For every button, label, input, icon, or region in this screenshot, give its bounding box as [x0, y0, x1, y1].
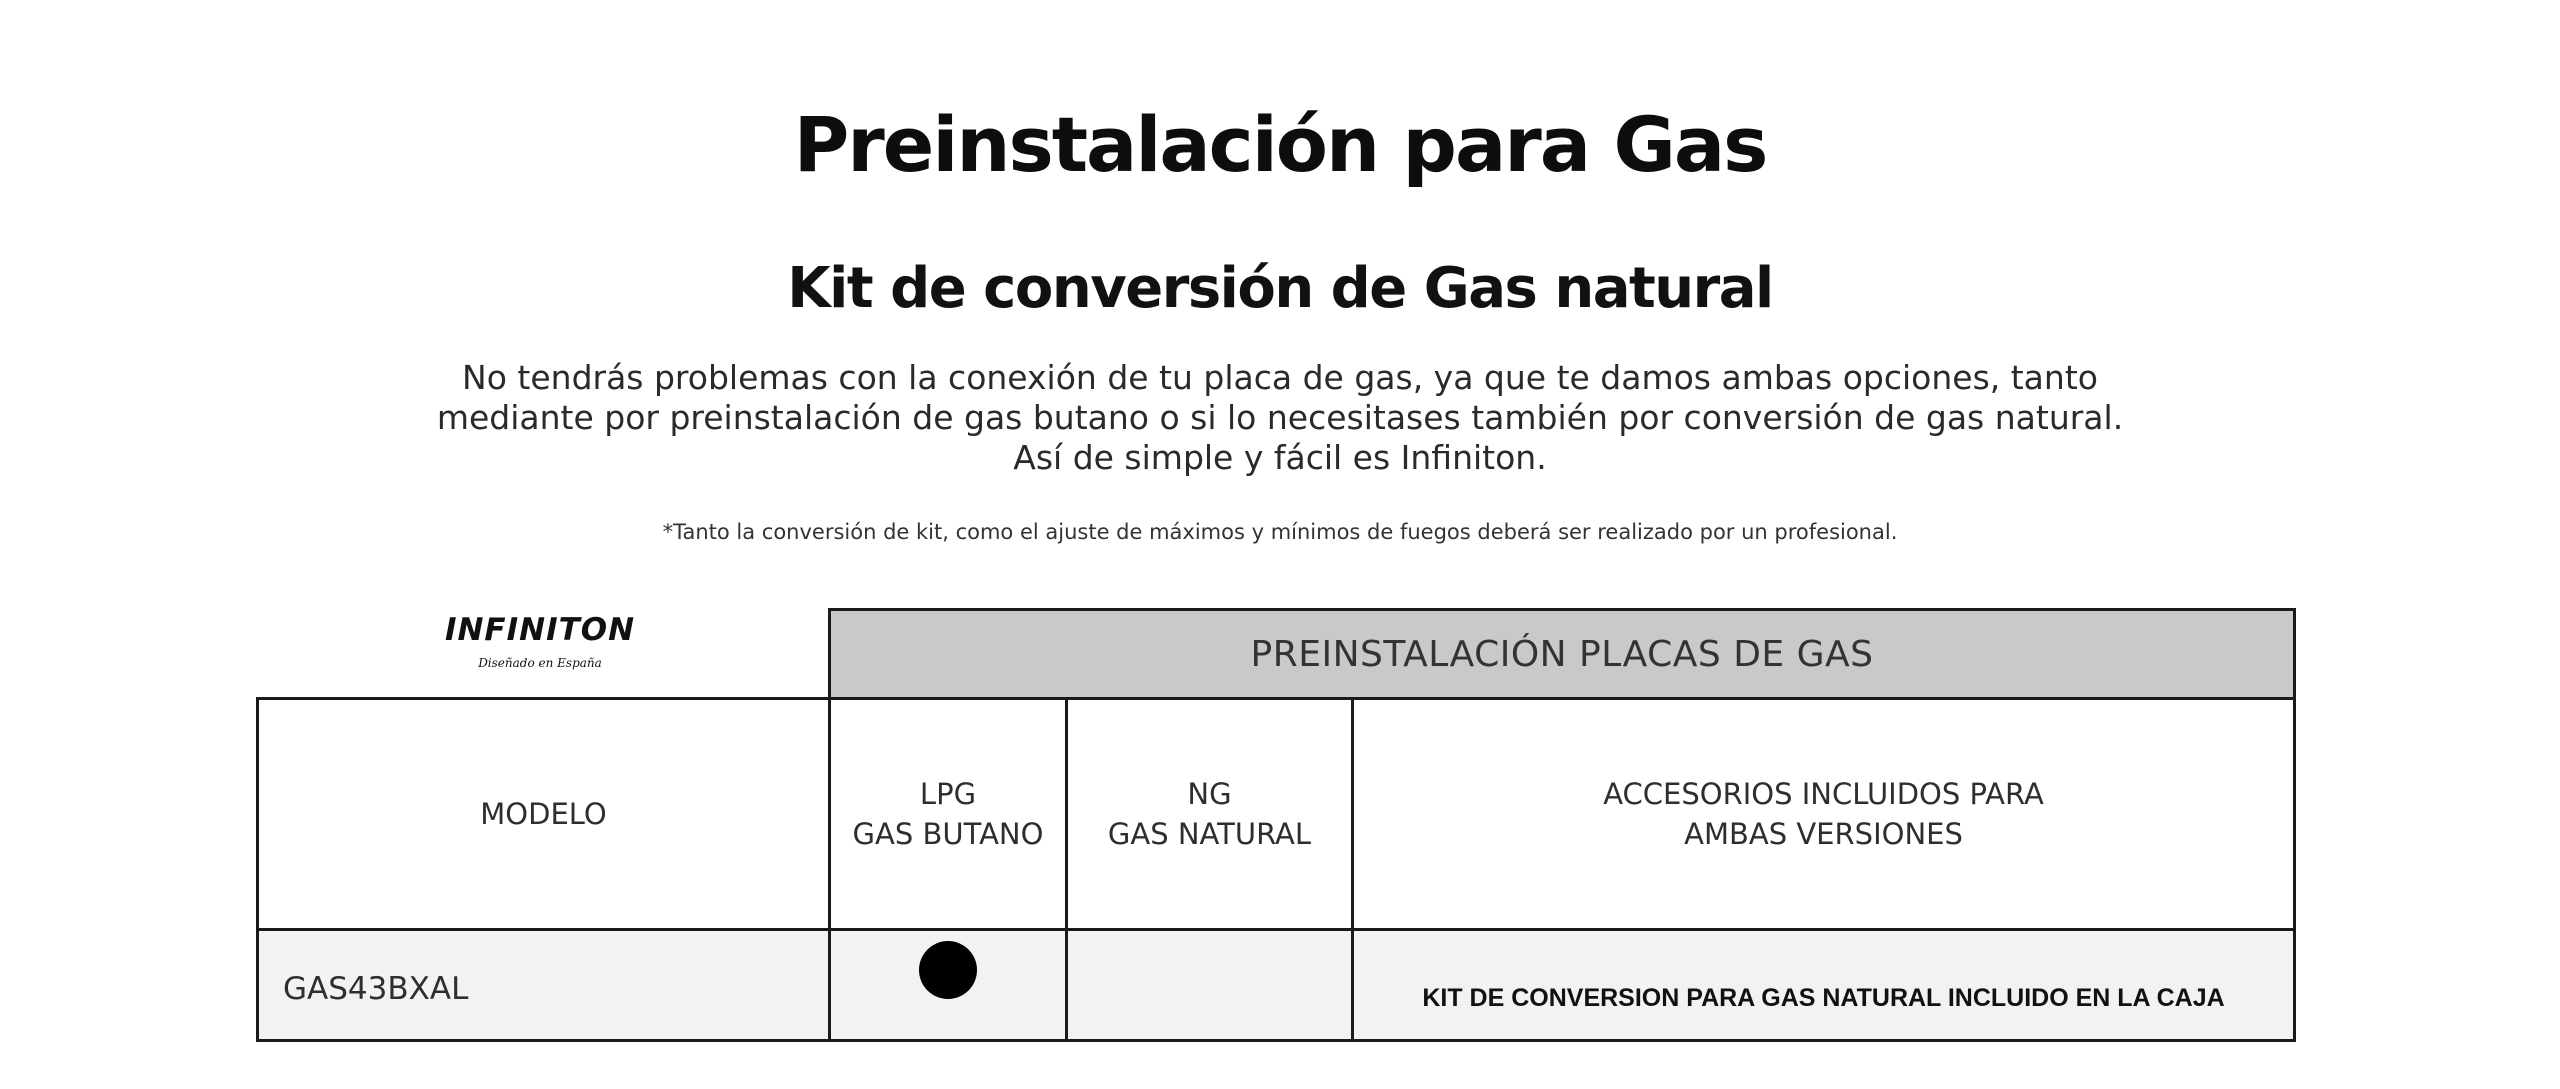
column-header-accesorios-line2: AMBAS VERSIONES	[1684, 817, 1963, 851]
description-line-2: mediante por preinstalación de gas butano o si lo necesitases también por conversión de gas natural.	[436, 398, 2124, 437]
footnote: *Tanto la conversión de kit, como el ajuste de máximos y mínimos de fuegos deberá ser realizado por un profesional.	[662, 520, 1898, 544]
description-line-1: No tendrás problemas con la conexión de tu placa de gas, ya que te damos ambas opciones, tanto	[462, 358, 2098, 397]
column-header-ng	[1065, 697, 1354, 931]
column-header-lpg	[828, 697, 1068, 931]
column-header-accesorios-line1: ACCESORIOS INCLUIDOS PARA	[1603, 777, 2044, 811]
column-header-ng-line1: NG	[1187, 777, 1232, 811]
table-cell-modelo: GAS43BXAL	[256, 928, 831, 1042]
column-header-lpg-line2: GAS BUTANO	[852, 817, 1044, 851]
table-cell-ng	[1065, 928, 1354, 1042]
lpg-available-dot-icon	[919, 941, 977, 999]
description-line-3: Así de simple y fácil es Infiniton.	[1013, 438, 1547, 477]
table-cell-accesorios: KIT DE CONVERSION PARA GAS NATURAL INCLUIDO EN LA CAJA	[1351, 928, 2296, 1042]
page-subtitle: Kit de conversión de Gas natural	[787, 256, 1773, 321]
page-title: Preinstalación para Gas	[793, 100, 1767, 189]
column-header-accesorios	[1351, 697, 2296, 931]
table-group-header: PREINSTALACIÓN PLACAS DE GAS	[828, 608, 2296, 700]
column-header-ng-line2: GAS NATURAL	[1107, 817, 1312, 851]
logo-brand: INFINITON	[444, 612, 636, 648]
description	[0, 358, 2560, 478]
infiniton-logo	[420, 612, 660, 682]
logo-tagline: Diseñado en España	[478, 656, 602, 670]
table-cell-lpg	[828, 928, 1068, 1042]
column-header-modelo: MODELO	[256, 697, 831, 931]
column-header-lpg-line1: LPG	[919, 777, 977, 811]
